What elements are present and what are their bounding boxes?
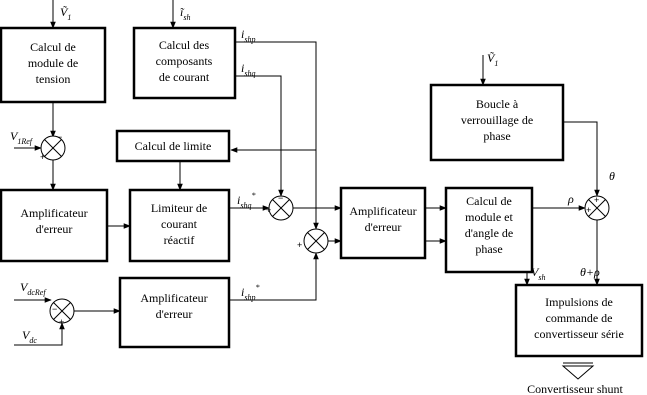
block-pulses-line1: Impulsions de: [545, 295, 613, 309]
sum-junction-active: [297, 229, 328, 253]
block-error-amp-center: [341, 188, 425, 258]
sum-voltage-plus: +: [40, 152, 46, 162]
block-reactive-limiter-line3: réactif: [163, 233, 195, 247]
block-pll-line2: verrouillage de: [460, 113, 534, 127]
block-error-amp-center-line1: Amplificateur: [349, 204, 417, 218]
output-label: Convertisseur shunt: [527, 382, 623, 395]
block-error-amp-center-line2: d'erreur: [364, 220, 402, 234]
signal-v1-pll: Ṽ$_1$: [487, 51, 499, 68]
output-hollow-arrow-icon: [563, 363, 593, 379]
block-current-components-line2: composants: [155, 54, 213, 68]
sum-junction-dc: [50, 299, 74, 327]
block-error-amp-left-line1: Amplificateur: [20, 206, 88, 220]
block-voltage-module-line3: tension: [35, 72, 71, 86]
signal-theta-rho: θ+ρ: [580, 265, 600, 279]
block-pll-line1: Boucle à: [475, 97, 519, 111]
sum-junction-phase: [585, 195, 609, 220]
block-error-amp-left: [1, 190, 107, 261]
signal-theta: θ: [609, 169, 615, 183]
block-error-amp-bottom-line2: d'erreur: [155, 307, 193, 321]
sum-reactive-plus: +: [266, 205, 272, 215]
block-module-angle-line3: d'angle de: [464, 226, 514, 240]
sum-dc-minus: −: [52, 304, 58, 314]
block-current-components-line1: Calcul des: [158, 38, 210, 52]
block-error-amp-bottom: [120, 278, 229, 347]
block-pulses-line3: convertisseur série: [534, 327, 624, 341]
sum-junction-voltage: [40, 132, 65, 162]
block-pulses: [516, 285, 642, 356]
block-pulses-line2: commande de: [545, 311, 613, 325]
block-module-angle-line1: Calcul de: [466, 194, 512, 208]
signal-i-shp-star: $i_{shp}^*$: [241, 283, 260, 302]
block-limit-calc: [117, 131, 229, 161]
sum-voltage-minus: −: [57, 132, 63, 142]
sum-phase-plus-left: +: [586, 205, 592, 215]
block-module-angle-line4: phase: [475, 242, 503, 256]
signal-i-shq-star: $i_{shq}^*$: [237, 191, 256, 210]
block-limit-calc-line1: Calcul de limite: [134, 139, 212, 153]
sum-phase-plus-top: +: [594, 195, 600, 205]
block-voltage-module: [1, 28, 105, 102]
signal-v1-ref: $V_{1Ref}$: [10, 129, 33, 146]
block-module-angle: [446, 188, 532, 272]
sum-active-plus: +: [297, 240, 303, 250]
block-pll: [431, 85, 563, 160]
block-error-amp-left-line2: d'erreur: [35, 222, 73, 236]
block-current-components-line3: de courant: [158, 70, 210, 84]
signal-v-sh: $V_{sh}$: [531, 265, 546, 282]
signal-v1-top: Ṽ$_1$: [60, 5, 72, 22]
block-pll-line3: phase: [483, 129, 511, 143]
block-reactive-limiter-line2: courant: [161, 217, 197, 231]
signal-i-sh-top: $ĩ_{sh}$: [180, 5, 191, 22]
block-module-angle-line2: module et: [465, 210, 513, 224]
block-voltage-module-line1: Calcul de: [30, 40, 76, 54]
signal-i-shq: $i_{shq}$: [241, 61, 256, 78]
sum-reactive-minus: −: [278, 193, 284, 203]
signal-v-dc: $V_{dc}$: [22, 328, 37, 345]
block-voltage-module-line2: module de: [27, 56, 79, 70]
block-reactive-limiter-line1: Limiteur de: [150, 201, 208, 215]
signal-rho: ρ: [568, 192, 574, 206]
signal-v-dc-ref: $V_{dcRef}$: [20, 280, 46, 297]
sum-dc-plus: +: [59, 317, 65, 327]
block-reactive-limiter: [130, 190, 229, 261]
block-current-components: [134, 28, 235, 98]
signal-i-shp: $i_{shp}$: [241, 27, 256, 44]
sum-junction-reactive: [266, 193, 293, 220]
block-error-amp-bottom-line1: Amplificateur: [140, 291, 208, 305]
